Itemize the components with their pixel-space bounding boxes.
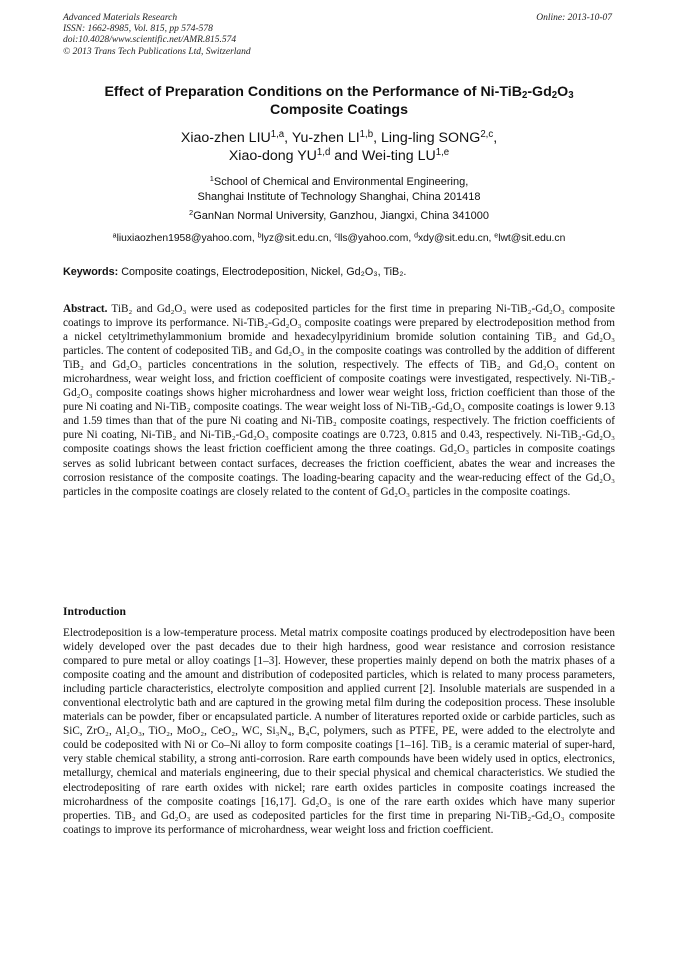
- email-address[interactable]: lwt@sit.edu.cn: [498, 233, 566, 244]
- journal-copyright: © 2013 Trans Tech Publications Ltd, Switzerland: [63, 46, 251, 57]
- journal-issn: ISSN: 1662-8985, Vol. 815, pp 574-578: [63, 24, 213, 35]
- author-name: Xiao-dong YU: [228, 148, 317, 164]
- journal-name: Advanced Materials Research: [63, 13, 178, 23]
- author-name: Xiao-zhen LIU: [180, 130, 271, 146]
- keywords-label: Keywords:: [63, 266, 119, 278]
- abstract-text: TiB₂ and Gd₂O₃ were used as codeposited particles for the first time in preparing Ni-TiB₂-Gd₂O₃ composite coatings to improve its performance. Ni-TiB₂-Gd₂O₃ composite coatings were prepared by electrodeposition method from a nickel cetyltrimethylammonium bromide and hexadecylpyridinium bromide solution containing TiB₂ and Gd₂O₃ particles. The content of codeposited TiB₂ and Gd₂O₃ in the composite coatings was controlled by the addition of different TiB₂ and Gd₂O₃ particles concentrations in the solution, respectively. The effects of TiB₂ and Gd₂O₃ content on microhardness, wear weight loss, and friction coefficient of composite coatings were investigated, respectively. Ni-TiB₂-Gd₂O₃ composite coatings shows higher microhardness and lower wear weight loss, friction coefficient than those of the pure Ni coating and Ni-TiB₂ composite coatings. The wear weight loss of Ni-TiB₂-Gd₂O₃ composite coatings is lower 9.13 and 1.59 times than that of the pure Ni coating and Ni-TiB₂ composite coatings, respectively. The friction coefficients of pure Ni coating, Ni-TiB₂ and Ni-TiB₂-Gd₂O₃ composite coatings are 0.723, 0.815 and 0.43, respectively. Ni-TiB₂-Gd₂O₃ composite coatings shows the least friction coefficient among the three coatings. Gd₂O₃ particles in composite coatings serves as solid lubricant between contact surfaces, decreases the friction coefficient, abates the wear and increases the corrosion resistance of the composite coatings. The loading-bearing capacity and the wear-reducing effect of the Gd₂O₃ particles in the composite coatings are closely related to the content of Gd₂O₃ particles in the composite coatings.: [63, 303, 615, 498]
- journal-header: [63, 13, 251, 58]
- abstract: [63, 302, 615, 499]
- email-address[interactable]: liuxiaozhen1958@yahoo.com,: [116, 233, 258, 244]
- title-line-1: Effect of Preparation Conditions on the Performance of $Ni-TiB_2-Gd_2O_3$: [104, 84, 574, 102]
- author-name: Yu-zhen LI: [291, 130, 360, 146]
- keywords: [63, 266, 615, 278]
- email-address[interactable]: lyz@sit.edu.cn,: [261, 233, 335, 244]
- journal-doi: doi:10.4028/www.scientific.net/AMR.815.574: [63, 35, 237, 46]
- title-line-2: Composite Coatings: [270, 101, 408, 118]
- author-line-2: Xiao-dong YU$^{1,d}$ and Wei-ting LU$^{1,e}$: [228, 146, 450, 164]
- online-date: Online: 2013-10-07: [536, 13, 612, 23]
- email-address[interactable]: xdy@sit.edu.cn,: [418, 233, 495, 244]
- introduction-heading: Introduction: [63, 605, 126, 618]
- author-line-1: Xiao-zhen LIU$^{1,a}$, Yu-zhen LI$^{1,b}$, Ling-ling SONG$^{2,c}$,: [180, 128, 498, 146]
- paper-title: [40, 84, 638, 119]
- abstract-label: Abstract.: [63, 303, 108, 315]
- affiliation-2: $^2$GanNan Normal University, Ganzhou, Jiangxi, China 341000: [189, 208, 489, 222]
- email-list: $^a$liuxiaozhen1958@yahoo.com, $^b$lyz@sit.edu.cn, $^c$lls@yahoo.com, $^d$xdy@sit.edu.cn, $^e$lwt@sit.edu.cn: [112, 232, 566, 244]
- email-address[interactable]: lls@yahoo.com,: [337, 233, 415, 244]
- author-name: Wei-ting LU: [361, 148, 436, 164]
- keywords-text: Composite coatings, Electrodeposition, Nickel, Gd₂O₃, TiB₂.: [121, 266, 407, 278]
- introduction-text: Electrodeposition is a low-temperature process. Metal matrix composite coatings produced by electrodeposition have been widely developed over the past decades due to their high hardness, good wear resistance and corrosion resistance compared to pure metal or alloy coatings [1–3]. However, these properties mainly depend on both the matrix phases of a composite coating and the amount and distribution of codeposited particles, which is related to many process parameters, including particle characteristics, electrolyte composition and applied current [2]. Insoluble materials are suspended in a conventional electrolytic bath and are captured in the growing metal film during the codeposition process. These insoluble materials can be powder, fiber or encapsulated particle. A number of literatures reported oxide or carbide particles, such as SiC, ZrO₂, Al₂O₃, TiO₂, MoO₂, CeO₂, WC, Si₃N₄, B₄C, polymers, such as PTFE, PE, were added to the electrolyte and could be codeposited with Ni or Co–Ni alloy to form composite coatings [1–16]. TiB₂ is a ceramic material of super-hard, very stable chemical stability, a strong anti-corrosion. Rare earth compounds have been widely used in optics, electronics, metallurgy, chemical and materials engineering, due to their special physical and chemical characteristics. We studied the electrodepositing of rare earth oxides with nickel; rare earth oxides particles in composite coatings increased the microhardness of the composite coatings [16,17]. Gd₂O₃ is one of the rare earth oxides which have many superior properties. TiB₂ and Gd₂O₃ are used as codeposited particles for the first time in preparing Ni-TiB₂-Gd₂O₃ composite coatings to improve its performance of microhardness, wear weight loss and friction coefficient.: [63, 627, 615, 836]
- affiliation-1: $^1$School of Chemical and Environmental Engineering, Shanghai Institute of Technology Shanghai, China 201418: [197, 174, 481, 203]
- author-list: [40, 129, 638, 165]
- author-name: Ling-ling SONG: [380, 130, 481, 146]
